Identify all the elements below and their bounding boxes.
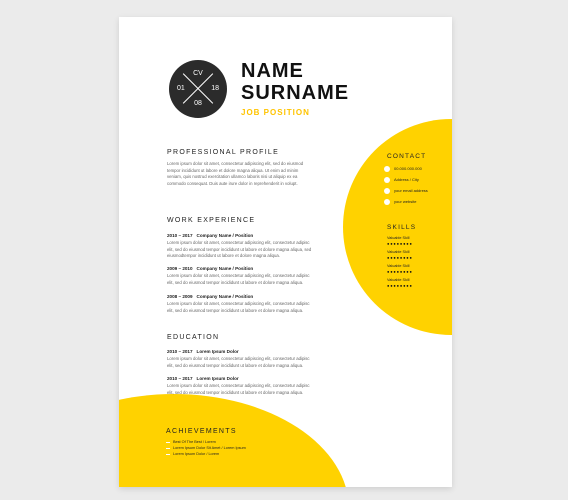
job-header: 2009 – 2010 Company Name / Position	[167, 266, 254, 271]
surname: SURNAME	[241, 82, 350, 104]
profile-text: Lorem ipsum dolor sit amet, consectetur adipiscing elit, sed do eiusmod tempor incididunt ut labore et dolore magna aliqua. Ut enim ad minim veniam, quis nostrud exercitation ullamco laboris nisi ut aliquip ex ea commodo consequat. Duis aute irure dolor in reprehenderit in volupt.	[167, 161, 304, 186]
full-name	[241, 60, 349, 104]
job-header: 2010 – 2017 Company Name / Position	[167, 233, 254, 238]
education-header: 2010 – 2017 Lorem Ipsum Dolor	[167, 349, 239, 354]
skill-rating: ●●●●●●●●	[387, 283, 413, 288]
email-icon	[384, 188, 390, 194]
contact-email: your email address	[384, 188, 428, 194]
profile-title: PROFESSIONAL PROFILE	[167, 149, 280, 156]
skill-label: Valuable Skill	[387, 236, 410, 240]
achievement-item: Lorem Ipsum Dolor Sit Amet / Lorem Ipsum	[166, 446, 246, 450]
education-title: EDUCATION	[167, 334, 220, 341]
skill-rating: ●●●●●●●●	[387, 241, 413, 246]
contact-address: Address / City	[384, 177, 419, 183]
job-description: Lorem ipsum dolor sit amet, consectetur adipiscing elit, consectetur adipisc elit, sed do eiusmod tempor incididunt ut labore et dolore magna aliqua, sed eiusmodtempor incididunt ut labore et dolore magna aliqua.	[167, 240, 312, 258]
phone-icon	[384, 166, 390, 172]
contact-website: your website	[384, 199, 416, 205]
location-icon	[384, 177, 390, 183]
job-description: Lorem ipsum dolor sit amet, consectetur adipiscing elit, consectetur adipisc elit, sed do eiusmod tempor incididunt ut labore et dolore magna aliqua.	[167, 301, 310, 313]
contact-phone: 00.000.000.000	[384, 166, 422, 172]
experience-title: WORK EXPERIENCE	[167, 217, 256, 224]
cv-logo	[169, 60, 227, 118]
logo-top-text: CV	[193, 70, 203, 77]
achievement-item: Best Of The Best / Lorem	[166, 440, 216, 444]
accent-circle-bottom	[119, 394, 349, 487]
education-description: Lorem ipsum dolor sit amet, consectetur adipiscing elit, consectetur adipisc elit, sed do eiusmod tempor incididunt ut labore et dolore magna aliqua.	[167, 383, 310, 395]
job-description: Lorem ipsum dolor sit amet, consectetur adipiscing elit, consectetur adipisc elit, sed do eiusmod tempor incididunt ut labore et dolore magna aliqua.	[167, 273, 310, 285]
first-name: NAME	[241, 60, 304, 82]
skill-label: Valuable Skill	[387, 250, 410, 254]
logo-bottom-text: 08	[194, 100, 202, 107]
job-header: 2008 – 2009 Company Name / Position	[167, 294, 254, 299]
logo-right-text: 18	[211, 85, 219, 92]
achievements-title: ACHIEVEMENTS	[166, 428, 237, 435]
skill-label: Valuable Skill	[387, 264, 410, 268]
contact-title: CONTACT	[387, 153, 427, 160]
education-description: Lorem ipsum dolor sit amet, consectetur adipiscing elit, consectetur adipisc elit, sed do eiusmod tempor incididunt ut labore et dolore magna aliqua.	[167, 356, 310, 368]
education-header: 2010 – 2017 Lorem Ipsum Dolor	[167, 376, 239, 381]
logo-left-text: 01	[177, 85, 185, 92]
web-icon	[384, 199, 390, 205]
skill-rating: ●●●●●●●●	[387, 269, 413, 274]
job-position: JOB POSITION	[241, 108, 310, 117]
skill-rating: ●●●●●●●●	[387, 255, 413, 260]
skill-label: Valuable Skill	[387, 278, 410, 282]
achievement-item: Lorem Ipsum Dolor / Lorem	[166, 452, 219, 456]
resume-page	[119, 17, 452, 487]
skills-title: SKILLS	[387, 224, 417, 231]
